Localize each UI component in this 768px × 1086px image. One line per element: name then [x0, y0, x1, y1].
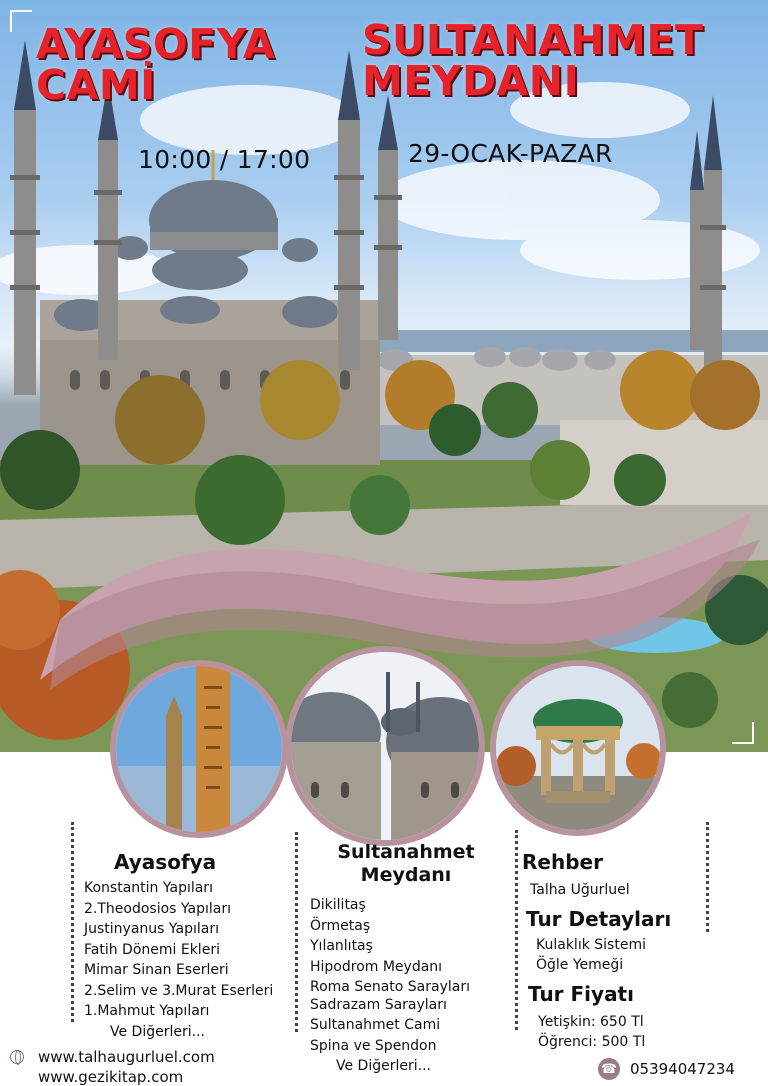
tour-date: 29-OCAK-PAZAR: [408, 139, 613, 168]
title-ayasofya: [36, 20, 336, 109]
title-right-line-2: MEYDANI: [362, 57, 580, 105]
separator-1: [71, 822, 74, 1022]
list-item: Konstantin Yapıları: [84, 880, 213, 896]
globe-icon: [10, 1050, 24, 1064]
list-item: 1.Mahmut Yapıları: [84, 1003, 210, 1019]
ayasofya-column: [78, 850, 296, 1042]
frame-corner-bottom-right: [732, 722, 754, 744]
list-item: Ve Diğerleri...: [110, 1023, 205, 1040]
list-item: Örmetaş: [310, 917, 371, 934]
title-left-line-1: AYASOFYA: [36, 20, 276, 68]
ayasofya-heading: Ayasofya: [114, 850, 217, 874]
title-right-line-1: SULTANAHMET: [362, 16, 704, 64]
list-item: Dikilitaş: [310, 897, 366, 913]
separator-3: [515, 830, 518, 1030]
list-item: Mimar Sinan Eserleri: [84, 962, 229, 978]
german-fountain-photo: [490, 660, 666, 836]
list-item: 2.Selim ve 3.Murat Eserleri: [84, 982, 274, 999]
list-item: Sultanahmet Cami: [310, 1017, 441, 1033]
title-left-line-2: CAMİ: [36, 61, 156, 109]
list-item: 2.Theodosios Yapıları: [84, 900, 231, 917]
details-heading: Tur Detayları: [526, 906, 672, 931]
website-link[interactable]: www.gezikitap.com: [38, 1068, 184, 1086]
tour-info-column: [522, 850, 718, 1053]
sultanahmet-heading: [306, 841, 506, 887]
price-heading: Tur Fiyatı: [528, 981, 634, 1006]
list-item: Yılanlıtaş: [310, 938, 373, 954]
price-item: Yetişkin: 650 Tl: [538, 1013, 644, 1030]
list-item: Ve Diğerleri...: [336, 1058, 431, 1074]
sultanahmet-heading-line-2: Meydanı: [360, 864, 452, 886]
website-link[interactable]: www.talhaugurluel.com: [38, 1048, 215, 1066]
list-item: Hipodrom Meydanı: [310, 958, 443, 975]
frame-corner-top-left: [10, 10, 32, 32]
tour-time: 10:00 / 17:00: [138, 145, 311, 174]
list-item: Spina ve Spendon: [310, 1037, 437, 1054]
detail-item: Kulaklık Sistemi: [536, 936, 646, 953]
guide-heading: Rehber: [522, 850, 603, 874]
phone-number[interactable]: 05394047234: [630, 1060, 735, 1078]
sultanahmet-heading-line-1: Sultanahmet: [337, 841, 475, 863]
price-item: Öğrenci: 500 Tl: [538, 1034, 646, 1050]
footer-websites: [10, 1047, 215, 1086]
mosque-domes-photo: [285, 646, 485, 846]
detail-item: Öğle Yemeği: [536, 957, 624, 973]
title-sultanahmet: [362, 16, 752, 105]
footer-phone: [598, 1058, 735, 1080]
list-item: Roma Senato Sarayları: [310, 979, 470, 995]
guide-name: Talha Uğurluel: [530, 882, 630, 898]
sultanahmet-column: [306, 841, 506, 1077]
list-item: Sadrazam Sarayları: [310, 996, 447, 1013]
phone-icon: ☎: [598, 1058, 620, 1080]
list-item: Justinyanus Yapıları: [84, 921, 219, 937]
list-item: Fatih Dönemi Ekleri: [84, 941, 220, 958]
obelisk-photo: [110, 660, 288, 838]
